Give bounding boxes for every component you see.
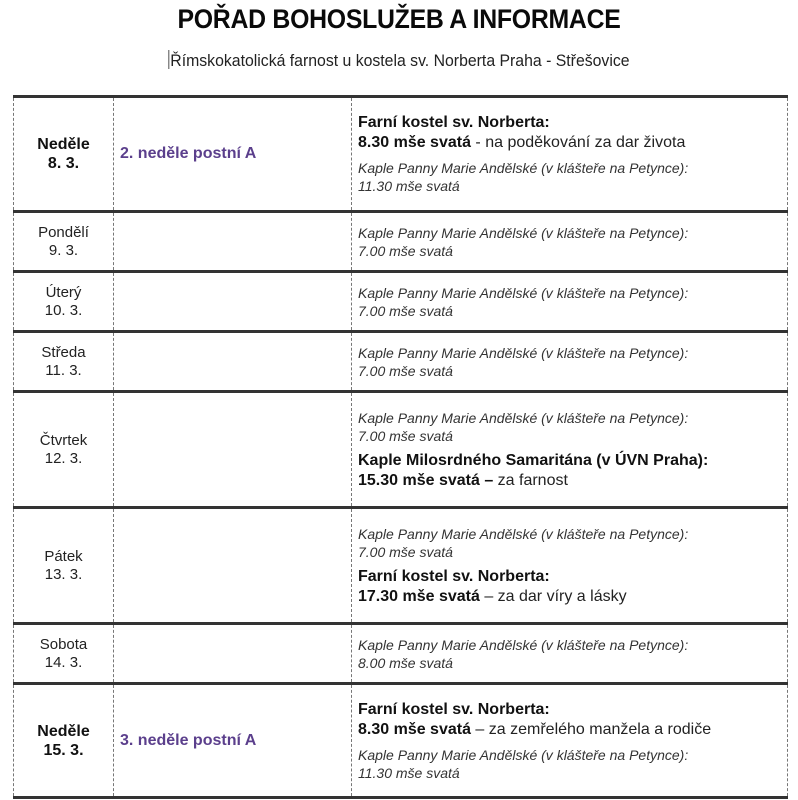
service-place: Kaple Panny Marie Andělské (v klášteře na Petynce):	[358, 284, 689, 301]
mass-time: 7.00 mše svatá	[358, 302, 453, 319]
service-place: Farní kostel sv. Norberta:	[358, 700, 550, 718]
day-name: Středa	[41, 343, 86, 361]
mass-time: 7.00 mše svatá	[358, 242, 453, 259]
mass-intention: – za dar víry a lásky	[479, 587, 627, 605]
feast-cell	[114, 508, 352, 624]
services-cell	[352, 684, 788, 798]
day-cell	[14, 392, 114, 508]
schedule-row	[14, 508, 788, 624]
day-cell	[14, 272, 114, 332]
day-name: Pondělí	[38, 223, 89, 241]
text-cursor	[168, 50, 169, 69]
service-place: Kaple Panny Marie Andělské (v klášteře na Petynce):	[358, 636, 689, 653]
day-date: 8. 3.	[47, 155, 80, 172]
mass-time: 11.30 mše svatá	[358, 178, 460, 194]
services-cell	[352, 624, 788, 684]
subtitle-text: Římskokatolická farnost u kostela sv. Norberta Praha - Střešovice	[170, 51, 630, 70]
day-date: 9. 3.	[48, 241, 79, 259]
services-cell	[352, 212, 788, 272]
service-block	[358, 567, 781, 607]
service-mass	[358, 720, 781, 740]
feast-cell	[114, 272, 352, 332]
service-block	[358, 224, 781, 260]
services-cell	[352, 508, 788, 624]
day-cell	[14, 684, 114, 798]
service-block	[358, 525, 781, 561]
services-cell	[352, 392, 788, 508]
day-name: Pátek	[44, 547, 83, 565]
service-block	[358, 636, 781, 672]
mass-time: 7.00 mše svatá	[358, 427, 453, 444]
mass-intention: – za zemřelého manžela a rodiče	[470, 720, 712, 738]
day-cell	[14, 508, 114, 624]
mass-intention: - na poděkování za dar života	[470, 134, 686, 151]
page-title: POŘAD BOHOSLUŽEB A INFORMACE	[177, 4, 621, 34]
service-mass	[358, 587, 781, 607]
schedule-table	[13, 95, 788, 799]
service-block	[358, 700, 781, 740]
day-date: 13. 3.	[44, 565, 83, 583]
day-name: Sobota	[39, 635, 88, 653]
schedule-row	[14, 212, 788, 272]
schedule-row	[14, 272, 788, 332]
mass-time: 7.00 mše svatá	[358, 362, 453, 379]
schedule-row	[14, 392, 788, 508]
schedule-body	[14, 97, 788, 798]
day-name: Neděle	[37, 722, 90, 740]
mass-time: 15.30 mše svatá –	[358, 471, 494, 489]
service-block	[358, 344, 781, 380]
feast-cell	[114, 624, 352, 684]
mass-time: 8.00 mše svatá	[358, 654, 453, 671]
service-place: Kaple Panny Marie Andělské (v klášteře na Petynce):	[358, 224, 689, 241]
day-cell	[14, 624, 114, 684]
feast-cell	[114, 332, 352, 392]
feast-cell	[114, 392, 352, 508]
service-block	[358, 746, 781, 782]
service-place: Farní kostel sv. Norberta:	[358, 567, 550, 585]
day-date: 14. 3.	[44, 653, 83, 671]
day-name: Neděle	[37, 136, 90, 153]
schedule-row	[14, 684, 788, 798]
day-name: Čtvrtek	[39, 431, 88, 449]
schedule-row	[14, 97, 788, 212]
services-cell	[352, 97, 788, 212]
day-date: 12. 3.	[44, 449, 83, 467]
parish-subtitle	[28, 50, 770, 71]
service-block	[358, 113, 781, 153]
service-place: Kaple Panny Marie Andělské (v klášteře na Petynce):	[358, 525, 689, 542]
service-place: Kaple Milosrdného Samaritána (v ÚVN Praha):	[358, 451, 709, 469]
schedule-row	[14, 624, 788, 684]
day-date: 10. 3.	[44, 301, 83, 319]
feast-cell: 2. neděle postní A	[114, 97, 352, 212]
services-cell	[352, 272, 788, 332]
service-place: Kaple Panny Marie Andělské (v klášteře na Petynce):	[358, 160, 689, 176]
mass-time: 11.30 mše svatá	[358, 764, 460, 781]
service-mass	[358, 133, 781, 153]
day-cell	[14, 212, 114, 272]
day-date: 15. 3.	[43, 741, 84, 759]
feast-cell	[114, 212, 352, 272]
feast-cell: 3. neděle postní A	[114, 684, 352, 798]
service-block	[358, 409, 781, 445]
day-cell	[14, 97, 114, 212]
mass-intention: za farnost	[493, 471, 568, 489]
mass-time: 8.30 mše svatá	[358, 720, 471, 738]
day-date: 11. 3.	[45, 361, 82, 379]
service-place: Farní kostel sv. Norberta:	[358, 114, 550, 131]
service-place: Kaple Panny Marie Andělské (v klášteře na Petynce):	[358, 746, 689, 763]
day-name: Úterý	[45, 283, 82, 301]
services-cell	[352, 332, 788, 392]
service-place: Kaple Panny Marie Andělské (v klášteře na Petynce):	[358, 344, 689, 361]
service-block	[358, 159, 781, 195]
service-mass	[358, 471, 781, 491]
mass-time: 17.30 mše svatá	[358, 587, 480, 605]
mass-time: 7.00 mše svatá	[358, 543, 453, 560]
service-place: Kaple Panny Marie Andělské (v klášteře na Petynce):	[358, 409, 689, 426]
schedule-row	[14, 332, 788, 392]
day-cell	[14, 332, 114, 392]
service-block	[358, 451, 781, 491]
service-block	[358, 284, 781, 320]
mass-time: 8.30 mše svatá	[358, 134, 471, 151]
